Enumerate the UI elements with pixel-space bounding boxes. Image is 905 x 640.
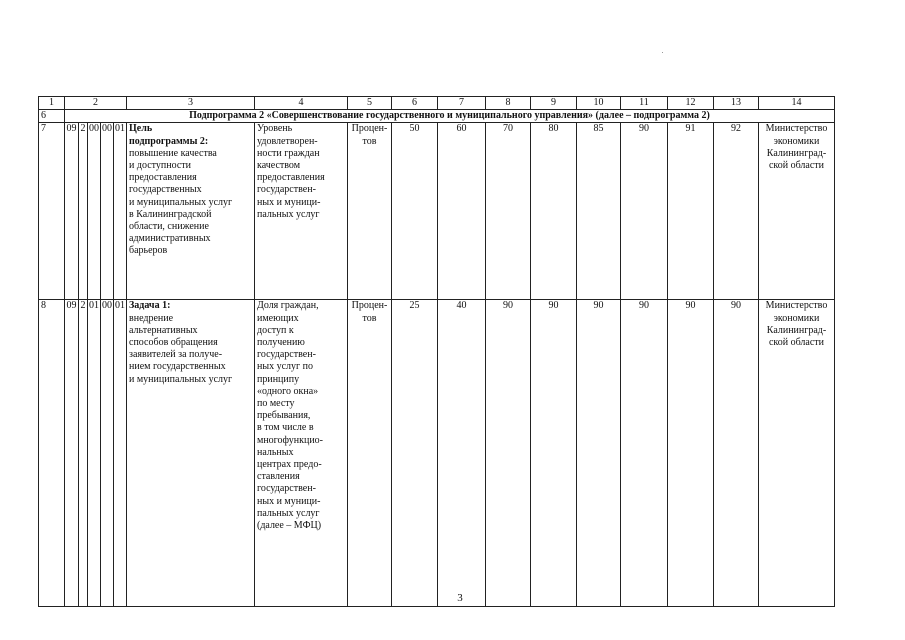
col-number: 12 <box>668 97 714 110</box>
responsible-cell: Министерство экономики Калининград- ской области <box>759 300 835 607</box>
code-cell: 00 <box>101 300 114 607</box>
indicator-cell: Уровень удовлетворен- ности граждан качеством предоставления государствен- ных и муници- пальных услуг <box>255 123 348 300</box>
value-cell: 90 <box>531 300 577 607</box>
goal-description: повышение качества и доступности предоставления государственных и муниципальных услуг в Калининградской области, снижение административных барьеров <box>129 147 233 257</box>
column-number-row <box>39 97 835 110</box>
indicator-cell: Доля граждан, имеющих доступ к получению государствен- ных услуг по принципу «одного окна» по месту пребывания, в том числе в многофункцио- нальных центрах предо- ставления государствен- ных и муници- пальных услуг (далее – МФЦ) <box>255 300 348 607</box>
value-cell: 25 <box>392 300 438 607</box>
goal-name-cell <box>127 123 255 300</box>
value-cell: 90 <box>577 300 621 607</box>
row-number: 7 <box>39 123 65 300</box>
col-number: 1 <box>39 97 65 110</box>
value-cell: 50 <box>392 123 438 300</box>
code-cell: 09 <box>65 300 79 607</box>
code-cell: 09 <box>65 123 79 300</box>
col-number: 11 <box>621 97 668 110</box>
value-cell: 91 <box>668 123 714 300</box>
value-cell: 90 <box>668 300 714 607</box>
responsible-cell: Министерство экономики Калининград- ской области <box>759 123 835 300</box>
code-cell: 00 <box>101 123 114 300</box>
value-cell: 92 <box>714 123 759 300</box>
code-cell: 00 <box>88 123 101 300</box>
col-number: 2 <box>65 97 127 110</box>
value-cell: 60 <box>438 123 486 300</box>
col-number: 13 <box>714 97 759 110</box>
col-number: 3 <box>127 97 255 110</box>
col-number: 4 <box>255 97 348 110</box>
row-number: 8 <box>39 300 65 607</box>
col-number: 5 <box>348 97 392 110</box>
value-cell: 70 <box>486 123 531 300</box>
value-cell: 90 <box>714 300 759 607</box>
value-cell: 90 <box>621 300 668 607</box>
unit-cell: Процен- тов <box>348 300 392 607</box>
value-cell: 85 <box>577 123 621 300</box>
col-number: 14 <box>759 97 835 110</box>
subprogram-row <box>39 110 835 123</box>
code-cell: 01 <box>88 300 101 607</box>
code-cell: 01 <box>114 123 127 300</box>
col-number: 7 <box>438 97 486 110</box>
goal-heading: Цель подпрограммы 2: <box>129 123 209 147</box>
page-number: 3 <box>457 592 463 604</box>
program-indicators-table <box>38 96 835 607</box>
value-cell: 90 <box>486 300 531 607</box>
value-cell: 40 <box>438 300 486 607</box>
subprogram-title: Подпрограмма 2 «Совершенствование государственного и муниципального управления» (далее – подпрограмма 2) <box>65 110 835 123</box>
value-cell: 90 <box>621 123 668 300</box>
col-number: 6 <box>392 97 438 110</box>
task-description: внедрение альтернативных способов обращения заявителей за получе- нием государственных и муниципальных услуг <box>129 312 233 385</box>
code-cell: 2 <box>79 300 88 607</box>
table-row <box>39 123 835 300</box>
task-heading: Задача 1: <box>129 300 171 312</box>
col-number: 8 <box>486 97 531 110</box>
subprogram-number: 6 <box>39 110 65 123</box>
col-number: 10 <box>577 97 621 110</box>
table-row <box>39 300 835 607</box>
col-number: 9 <box>531 97 577 110</box>
value-cell: 80 <box>531 123 577 300</box>
unit-cell: Процен- тов <box>348 123 392 300</box>
code-cell: 2 <box>79 123 88 300</box>
scan-speck <box>662 52 663 53</box>
task-name-cell <box>127 300 255 607</box>
code-cell: 01 <box>114 300 127 607</box>
